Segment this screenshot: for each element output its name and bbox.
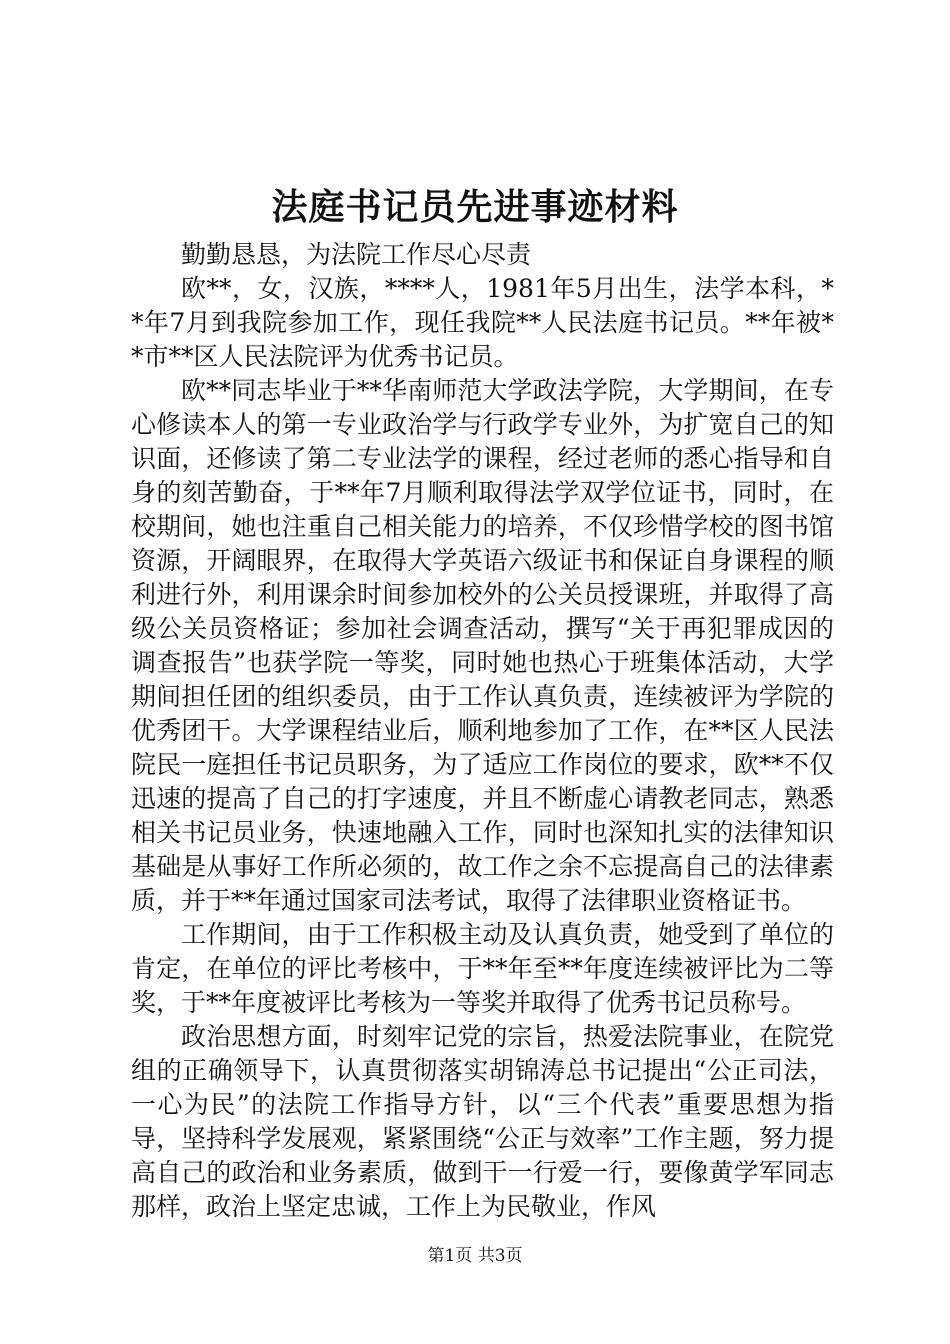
paragraph-work-record: 工作期间，由于工作积极主动及认真负责，她受到了单位的肯定，在单位的评比考核中，于**年至**年度连续被评比为二等奖，于**年度被评比考核为一等奖并取得了优秀书记员称号。	[131, 920, 834, 1017]
paragraph-profile: 欧**，女，汉族，****人，1981年5月出生，法学本科，**年7月到我院参加工作，现任我院**人民法庭书记员。**年被**市**区人民法院评为优秀书记员。	[131, 274, 834, 371]
document-body	[131, 238, 834, 1224]
paragraph-political-thought: 政治思想方面，时刻牢记党的宗旨，热爱法院事业，在院党组的正确领导下，认真贯彻落实胡锦涛总书记提出“公正司法，一心为民”的法院工作指导方针，以“三个代表”重要思想为指导，坚持科学发展观，紧紧围绕“公正与效率”工作主题，努力提高自己的政治和业务素质，做到干一行爱一行，要像黄学军同志那样，政治上坚定忠诚，工作上为民敬业，作风	[131, 1022, 834, 1221]
page-title: 法庭书记员先进事迹材料	[271, 186, 679, 228]
page-number-footer: 第1页 共3页	[427, 1246, 523, 1266]
paragraph-education: 欧**同志毕业于**华南师范大学政法学院，大学期间，在专心修读本人的第一专业政治学与行政学专业外，为扩宽自己的知识面，还修读了第二专业法学的课程，经过老师的悉心指导和自身的刻苦勤奋，于**年7月顺利取得法学双学位证书，同时，在校期间，她也注重自己相关能力的培养，不仅珍惜学校的图书馆资源，开阔眼界，在取得大学英语六级证书和保证自身课程的顺利进行外，利用课余时间参加校外的公关员授课班，并取得了高级公关员资格证；参加社会调查活动，撰写“关于再犯罪成因的调查报告”也获学院一等奖，同时她也热心于班集体活动，大学期间担任团的组织委员，由于工作认真负责，连续被评为学院的优秀团干。大学课程结业后，顺利地参加了工作，在**区人民法院民一庭担任书记员职务，为了适应工作岗位的要求，欧**不仅迅速的提高了自己的打字速度，并且不断虚心请教老同志，熟悉相关书记员业务，快速地融入工作，同时也深知扎实的法律知识基础是从事好工作所必须的，故工作之余不忘提高自己的法律素质，并于**年通过国家司法考试，取得了法律职业资格证书。	[131, 376, 834, 915]
paragraph-subtitle: 勤勤恳恳，为法院工作尽心尽责	[181, 240, 532, 269]
